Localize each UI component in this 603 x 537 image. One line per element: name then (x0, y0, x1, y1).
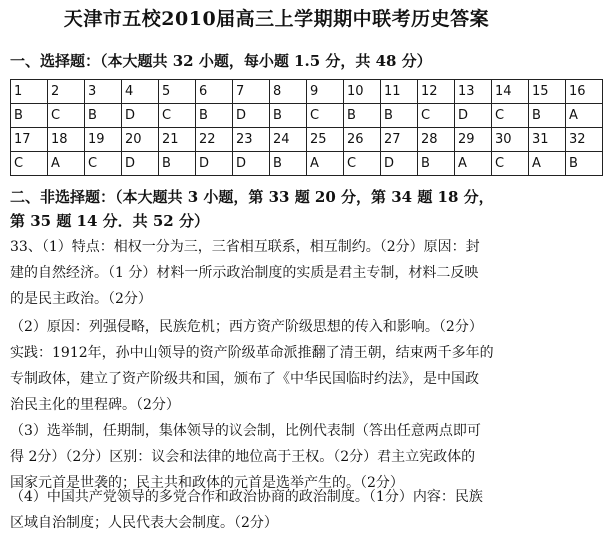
table-cell: A (307, 152, 344, 176)
table-cell: 8 (270, 80, 307, 104)
text-line: （2）原因：列强侵略，民族危机；西方资产阶级思想的传入和影响。（2分） (10, 319, 483, 335)
table-cell: 6 (196, 80, 233, 104)
q33-part-2 (10, 314, 550, 418)
table-cell: 22 (196, 128, 233, 152)
table-cell: B (270, 104, 307, 128)
table-cell: 5 (159, 80, 196, 104)
table-cell: A (48, 152, 85, 176)
answer-table (10, 79, 603, 176)
table-cell: 30 (492, 128, 529, 152)
q33-part-1 (10, 234, 550, 312)
table-cell: 25 (307, 128, 344, 152)
table-cell: 12 (418, 80, 455, 104)
table-cell: C (492, 152, 529, 176)
table-cell: B (196, 104, 233, 128)
table-cell: 21 (159, 128, 196, 152)
table-cell: B (418, 152, 455, 176)
table-cell: D (122, 104, 159, 128)
table-row (11, 128, 603, 152)
section-2-heading-line-1: 二、非选择题：（本大题共 3 小题，第 33 题 20 分，第 34 题 18 分， (10, 188, 494, 206)
table-cell: 16 (566, 80, 603, 104)
table-cell: D (455, 104, 492, 128)
table-cell: 24 (270, 128, 307, 152)
table-cell: C (48, 104, 85, 128)
table-row (11, 104, 603, 128)
text-line: （4）中国共产党领导的多党合作和政治协商的政治制度。（1分）内容：民族 (10, 489, 483, 505)
table-cell: A (455, 152, 492, 176)
table-cell: 19 (85, 128, 122, 152)
table-cell: 27 (381, 128, 418, 152)
table-cell: C (159, 104, 196, 128)
table-cell: 17 (11, 128, 48, 152)
text-line: 得 2分）（2分）区别：议会和法律的地位高于王权。（2分）君主立宪政体的 (10, 449, 476, 465)
table-cell: B (566, 152, 603, 176)
table-cell: 14 (492, 80, 529, 104)
text-line: 33、（1）特点：相权一分为三，三省相互联系，相互制约。（2分）原因：封 (10, 239, 480, 255)
table-cell: B (159, 152, 196, 176)
text-line: 建的自然经济。（1 分）材料一所示政治制度的实质是君主专制，材料二反映 (10, 265, 479, 281)
table-cell: C (85, 152, 122, 176)
table-cell: D (122, 152, 159, 176)
table-cell: 10 (344, 80, 381, 104)
text-line: 的是民主政治。（2分） (10, 291, 152, 307)
table-cell: 31 (529, 128, 566, 152)
table-cell: B (11, 104, 48, 128)
table-cell: A (529, 152, 566, 176)
text-line: 治民主化的里程碑。（2分） (10, 397, 180, 413)
table-cell: D (233, 104, 270, 128)
table-cell: C (344, 152, 381, 176)
table-cell: 29 (455, 128, 492, 152)
table-cell: 13 (455, 80, 492, 104)
table-cell: B (85, 104, 122, 128)
table-cell: 20 (122, 128, 159, 152)
table-cell: D (381, 152, 418, 176)
table-row (11, 80, 603, 104)
table-cell: 11 (381, 80, 418, 104)
table-cell: C (307, 104, 344, 128)
table-cell: B (381, 104, 418, 128)
table-cell: D (233, 152, 270, 176)
table-row (11, 152, 603, 176)
table-cell: D (196, 152, 233, 176)
table-cell: 4 (122, 80, 159, 104)
table-cell: B (529, 104, 566, 128)
table-cell: 2 (48, 80, 85, 104)
text-line: 实践：1912年，孙中山领导的资产阶级革命派推翻了清王朝，结束两千多年的 (10, 345, 494, 361)
page-title: 天津市五校2010届高三上学期期中联考历史答案 (63, 8, 490, 30)
table-cell: 23 (233, 128, 270, 152)
table-cell: 9 (307, 80, 344, 104)
table-cell: B (344, 104, 381, 128)
table-cell: C (492, 104, 529, 128)
table-cell: 18 (48, 128, 85, 152)
table-cell: 32 (566, 128, 603, 152)
text-line: 专制政体，建立了资产阶级共和国，颁布了《中华民国临时约法》，是中国政 (10, 371, 479, 387)
table-cell: 7 (233, 80, 270, 104)
table-cell: 1 (11, 80, 48, 104)
table-cell: C (418, 104, 455, 128)
section-1-heading: 一、选择题：（本大题共 32 小题，每小题 1.5 分，共 48 分） (10, 52, 432, 70)
table-cell: A (566, 104, 603, 128)
table-cell: 3 (85, 80, 122, 104)
q33-part-4 (10, 484, 550, 536)
table-cell: 28 (418, 128, 455, 152)
table-cell: 26 (344, 128, 381, 152)
table-cell: C (11, 152, 48, 176)
text-line: 区域自治制度；人民代表大会制度。（2分） (10, 515, 278, 531)
section-2-heading-line-2: 第 35 题 14 分．共 52 分） (10, 212, 209, 230)
table-cell: 15 (529, 80, 566, 104)
text-line: （3）选举制，任期制，集体领导的议会制，比例代表制（答出任意两点即可 (10, 423, 481, 439)
text-line: 国家元首是世袭的；民主共和政体的元首是选举产生的。（2分） (10, 475, 404, 491)
table-cell: B (270, 152, 307, 176)
